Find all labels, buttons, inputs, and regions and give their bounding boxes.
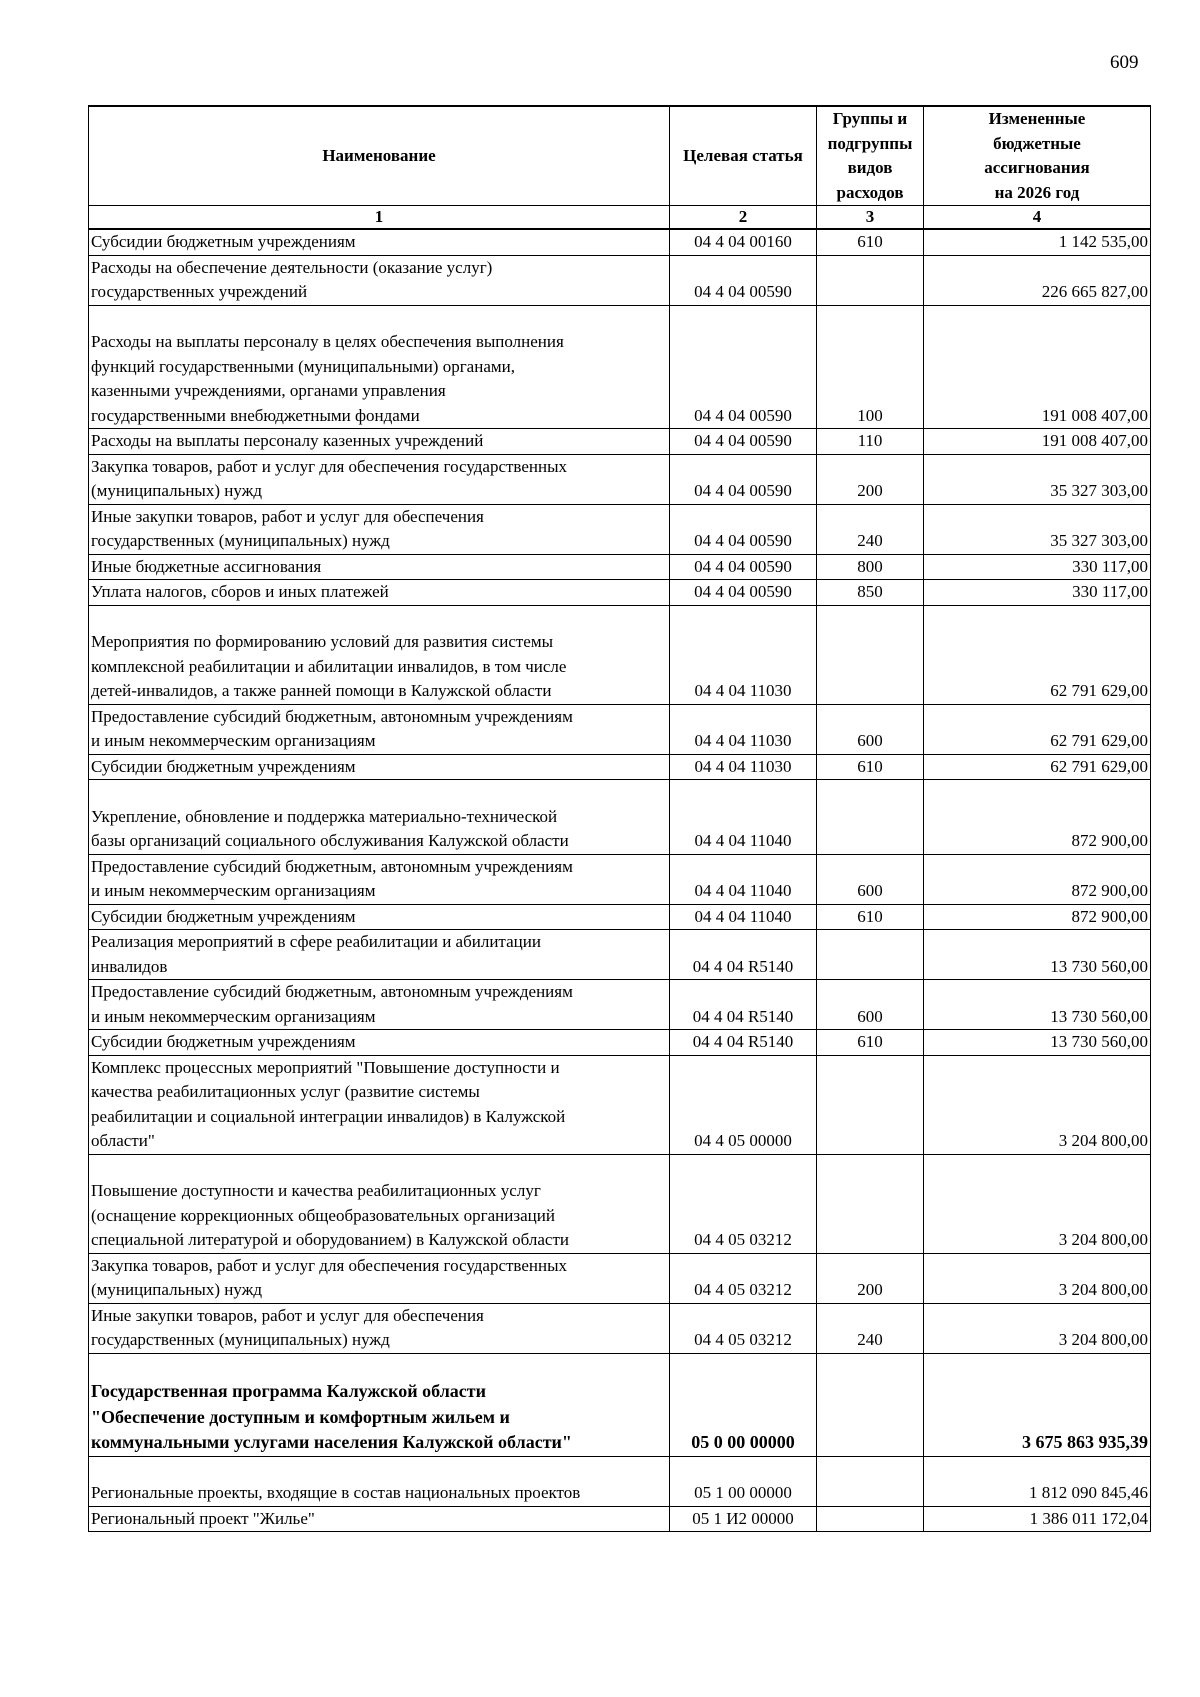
row-group — [817, 1506, 924, 1532]
row-amount: 62 791 629,00 — [924, 754, 1151, 780]
row-group — [817, 780, 924, 855]
table-row — [89, 1456, 1151, 1506]
row-name — [89, 704, 670, 754]
row-name-line: государственных (муниципальных) нужд — [91, 1330, 390, 1349]
row-code: 04 4 04 11040 — [670, 904, 817, 930]
row-group — [817, 255, 924, 305]
row-name-line: "Обеспечение доступным и комфортным жильем и — [91, 1406, 510, 1427]
table-row — [89, 704, 1151, 754]
row-code: 04 4 04 11040 — [670, 780, 817, 855]
row-group: 600 — [817, 854, 924, 904]
row-group — [817, 1353, 924, 1456]
row-code: 04 4 04 00590 — [670, 580, 817, 606]
row-name — [89, 605, 670, 704]
row-code: 04 4 04 11030 — [670, 704, 817, 754]
row-code: 04 4 04 00590 — [670, 429, 817, 455]
table-row — [89, 504, 1151, 554]
row-amount: 3 204 800,00 — [924, 1154, 1151, 1253]
row-name-line: и иным некоммерческим организациям — [91, 881, 376, 900]
row-name-line: Расходы на обеспечение деятельности (оказание услуг) — [91, 257, 493, 277]
row-name — [89, 1353, 670, 1456]
header-amount: Измененные бюджетные ассигнования на 2026 год — [924, 106, 1151, 206]
row-name-line: Субсидии бюджетным учреждениям — [91, 906, 356, 926]
row-code: 05 0 00 00000 — [670, 1353, 817, 1456]
row-name-line: Субсидии бюджетным учреждениям — [91, 1032, 356, 1051]
table-row — [89, 1506, 1151, 1532]
row-amount: 13 730 560,00 — [924, 1030, 1151, 1056]
row-name-line: Предоставление субсидий бюджетным, автономным учреждениям — [91, 706, 573, 726]
row-amount: 13 730 560,00 — [924, 930, 1151, 980]
row-name — [89, 930, 670, 980]
row-name-line: комплексной реабилитации и абилитации инвалидов, в том числе — [91, 656, 567, 676]
column-number: 1 — [89, 206, 670, 230]
row-name — [89, 754, 670, 780]
row-group: 110 — [817, 429, 924, 455]
row-group — [817, 1456, 924, 1506]
row-name-line: Иные закупки товаров, работ и услуг для обеспечения — [91, 1305, 484, 1325]
row-code: 04 4 04 11030 — [670, 754, 817, 780]
table-row — [89, 780, 1151, 855]
table-row — [89, 1353, 1151, 1456]
table-row — [89, 904, 1151, 930]
row-name-line: Расходы на выплаты персоналу в целях обеспечения выполнения — [91, 332, 564, 351]
row-name — [89, 1055, 670, 1154]
table-row — [89, 1030, 1151, 1056]
row-name-line: инвалидов — [91, 956, 168, 976]
row-group: 200 — [817, 454, 924, 504]
row-name — [89, 1253, 670, 1303]
header-name: Наименование — [89, 106, 670, 206]
row-amount: 3 675 863 935,39 — [924, 1353, 1151, 1456]
row-group — [817, 930, 924, 980]
row-name-line: Иные бюджетные ассигнования — [91, 556, 322, 576]
row-code: 05 1 И2 00000 — [670, 1506, 817, 1532]
row-amount: 3 204 800,00 — [924, 1055, 1151, 1154]
header-group: Группы и подгруппы видов расходов — [817, 106, 924, 206]
row-code: 04 4 04 R5140 — [670, 930, 817, 980]
row-name — [89, 580, 670, 606]
row-name-line: качества реабилитационных услуг (развитие системы — [91, 1082, 480, 1101]
row-code: 04 4 05 03212 — [670, 1154, 817, 1253]
row-amount: 872 900,00 — [924, 904, 1151, 930]
row-name-line: Иные закупки товаров, работ и услуг для обеспечения — [91, 506, 484, 526]
row-name-line: базы организаций социального обслуживания Калужской области — [91, 831, 569, 850]
row-name-line: (муниципальных) нужд — [91, 1280, 263, 1299]
row-name-line: государственных учреждений — [91, 282, 308, 301]
row-name-line: Предоставление субсидий бюджетным, автономным учреждениям — [91, 982, 573, 1001]
column-number: 2 — [670, 206, 817, 230]
row-amount: 35 327 303,00 — [924, 454, 1151, 504]
row-group: 610 — [817, 904, 924, 930]
row-code: 04 4 04 00590 — [670, 504, 817, 554]
row-name-line: государственными внебюджетными фондами — [91, 405, 420, 425]
row-group: 240 — [817, 1303, 924, 1353]
row-name-line: (муниципальных) нужд — [91, 481, 263, 500]
table-row — [89, 1253, 1151, 1303]
row-name-line: области" — [91, 1131, 155, 1150]
row-amount: 872 900,00 — [924, 780, 1151, 855]
row-group: 600 — [817, 980, 924, 1030]
column-number-row — [89, 206, 1151, 230]
row-amount: 62 791 629,00 — [924, 605, 1151, 704]
row-name-line: Уплата налогов, сборов и иных платежей — [91, 582, 389, 601]
row-amount: 1 142 535,00 — [924, 229, 1151, 255]
row-name — [89, 980, 670, 1030]
row-name — [89, 780, 670, 855]
row-name-line: Субсидии бюджетным учреждениям — [91, 232, 356, 251]
row-name — [89, 554, 670, 580]
row-name-line: (оснащение коррекционных общеобразовательных организаций — [91, 1205, 555, 1225]
row-code: 04 4 04 00590 — [670, 554, 817, 580]
table-row — [89, 429, 1151, 455]
row-amount: 191 008 407,00 — [924, 305, 1151, 429]
row-name — [89, 904, 670, 930]
column-number: 3 — [817, 206, 924, 230]
row-name — [89, 854, 670, 904]
row-name — [89, 229, 670, 255]
row-name-line: Комплекс процессных мероприятий "Повышение доступности и — [91, 1057, 560, 1077]
table-row — [89, 605, 1151, 704]
row-code: 05 1 00 00000 — [670, 1456, 817, 1506]
row-amount: 1 812 090 845,46 — [924, 1456, 1151, 1506]
row-name-line: государственных (муниципальных) нужд — [91, 531, 390, 550]
table-row — [89, 229, 1151, 255]
row-name-line: Реализация мероприятий в сфере реабилитации и абилитации — [91, 932, 541, 951]
row-amount: 3 204 800,00 — [924, 1253, 1151, 1303]
row-group — [817, 1055, 924, 1154]
row-name-line: Мероприятия по формированию условий для развития системы — [91, 632, 554, 651]
row-name — [89, 1506, 670, 1532]
row-amount: 226 665 827,00 — [924, 255, 1151, 305]
table-row — [89, 1055, 1151, 1154]
row-name — [89, 504, 670, 554]
row-code: 04 4 04 00590 — [670, 255, 817, 305]
row-name-line: Укрепление, обновление и поддержка материально-технической — [91, 806, 558, 826]
row-group: 100 — [817, 305, 924, 429]
row-group — [817, 1154, 924, 1253]
row-name-line: коммунальными услугами населения Калужской области" — [91, 1432, 572, 1452]
row-name — [89, 429, 670, 455]
row-amount: 3 204 800,00 — [924, 1303, 1151, 1353]
table-row — [89, 854, 1151, 904]
row-group: 600 — [817, 704, 924, 754]
row-code: 04 4 05 00000 — [670, 1055, 817, 1154]
row-name-line: специальной литературой и оборудованием) в Калужской области — [91, 1230, 569, 1249]
row-name-line: казенными учреждениями, органами управления — [91, 381, 446, 400]
row-name-line: Повышение доступности и качества реабилитационных услуг — [91, 1181, 541, 1200]
row-code: 04 4 04 R5140 — [670, 980, 817, 1030]
table-row — [89, 580, 1151, 606]
header-row — [89, 106, 1151, 206]
row-name — [89, 1456, 670, 1506]
row-name-line: реабилитации и социальной интеграции инвалидов) в Калужской — [91, 1106, 566, 1126]
row-amount: 13 730 560,00 — [924, 980, 1151, 1030]
row-code: 04 4 04 11040 — [670, 854, 817, 904]
row-code: 04 4 04 00590 — [670, 454, 817, 504]
row-name-line: и иным некоммерческим организациям — [91, 1006, 376, 1026]
row-name — [89, 1154, 670, 1253]
row-group: 610 — [817, 229, 924, 255]
table-row — [89, 255, 1151, 305]
row-group: 610 — [817, 754, 924, 780]
row-code: 04 4 04 00160 — [670, 229, 817, 255]
row-group: 240 — [817, 504, 924, 554]
row-code: 04 4 04 R5140 — [670, 1030, 817, 1056]
row-group: 610 — [817, 1030, 924, 1056]
row-name-line: Субсидии бюджетным учреждениям — [91, 756, 356, 776]
table-row — [89, 754, 1151, 780]
table-row — [89, 1303, 1151, 1353]
row-name-line: Расходы на выплаты персоналу казенных учреждений — [91, 431, 484, 450]
row-group — [817, 605, 924, 704]
row-name-line: функций государственными (муниципальными) органами, — [91, 356, 515, 376]
row-code: 04 4 04 00590 — [670, 305, 817, 429]
table-row — [89, 454, 1151, 504]
row-amount: 872 900,00 — [924, 854, 1151, 904]
row-name-line: Региональный проект "Жилье" — [91, 1508, 315, 1528]
row-name-line: Предоставление субсидий бюджетным, автономным учреждениям — [91, 856, 573, 876]
row-name — [89, 1303, 670, 1353]
page-number: 609 — [1110, 52, 1139, 73]
row-name — [89, 255, 670, 305]
header-code: Целевая статья — [670, 106, 817, 206]
row-group: 800 — [817, 554, 924, 580]
row-amount: 35 327 303,00 — [924, 504, 1151, 554]
table-body — [89, 229, 1151, 1532]
budget-table — [88, 105, 1151, 1532]
row-code: 04 4 04 11030 — [670, 605, 817, 704]
row-name-line: Закупка товаров, работ и услуг для обеспечения государственных — [91, 1255, 568, 1275]
row-name — [89, 454, 670, 504]
row-amount: 191 008 407,00 — [924, 429, 1151, 455]
table-row — [89, 305, 1151, 429]
column-number: 4 — [924, 206, 1151, 230]
row-name-line: Государственная программа Калужской области — [91, 1381, 486, 1401]
row-amount: 330 117,00 — [924, 580, 1151, 606]
table-row — [89, 980, 1151, 1030]
row-name-line: и иным некоммерческим организациям — [91, 731, 376, 750]
row-group: 200 — [817, 1253, 924, 1303]
row-code: 04 4 05 03212 — [670, 1253, 817, 1303]
table-row — [89, 1154, 1151, 1253]
row-code: 04 4 05 03212 — [670, 1303, 817, 1353]
row-group: 850 — [817, 580, 924, 606]
table-row — [89, 554, 1151, 580]
table-row — [89, 930, 1151, 980]
row-amount: 1 386 011 172,04 — [924, 1506, 1151, 1532]
row-amount: 330 117,00 — [924, 554, 1151, 580]
row-name-line: Закупка товаров, работ и услуг для обеспечения государственных — [91, 456, 568, 476]
row-amount: 62 791 629,00 — [924, 704, 1151, 754]
row-name — [89, 1030, 670, 1056]
row-name — [89, 305, 670, 429]
row-name-line: детей-инвалидов, а также ранней помощи в Калужской области — [91, 681, 552, 700]
row-name-line: Региональные проекты, входящие в состав национальных проектов — [91, 1483, 581, 1502]
